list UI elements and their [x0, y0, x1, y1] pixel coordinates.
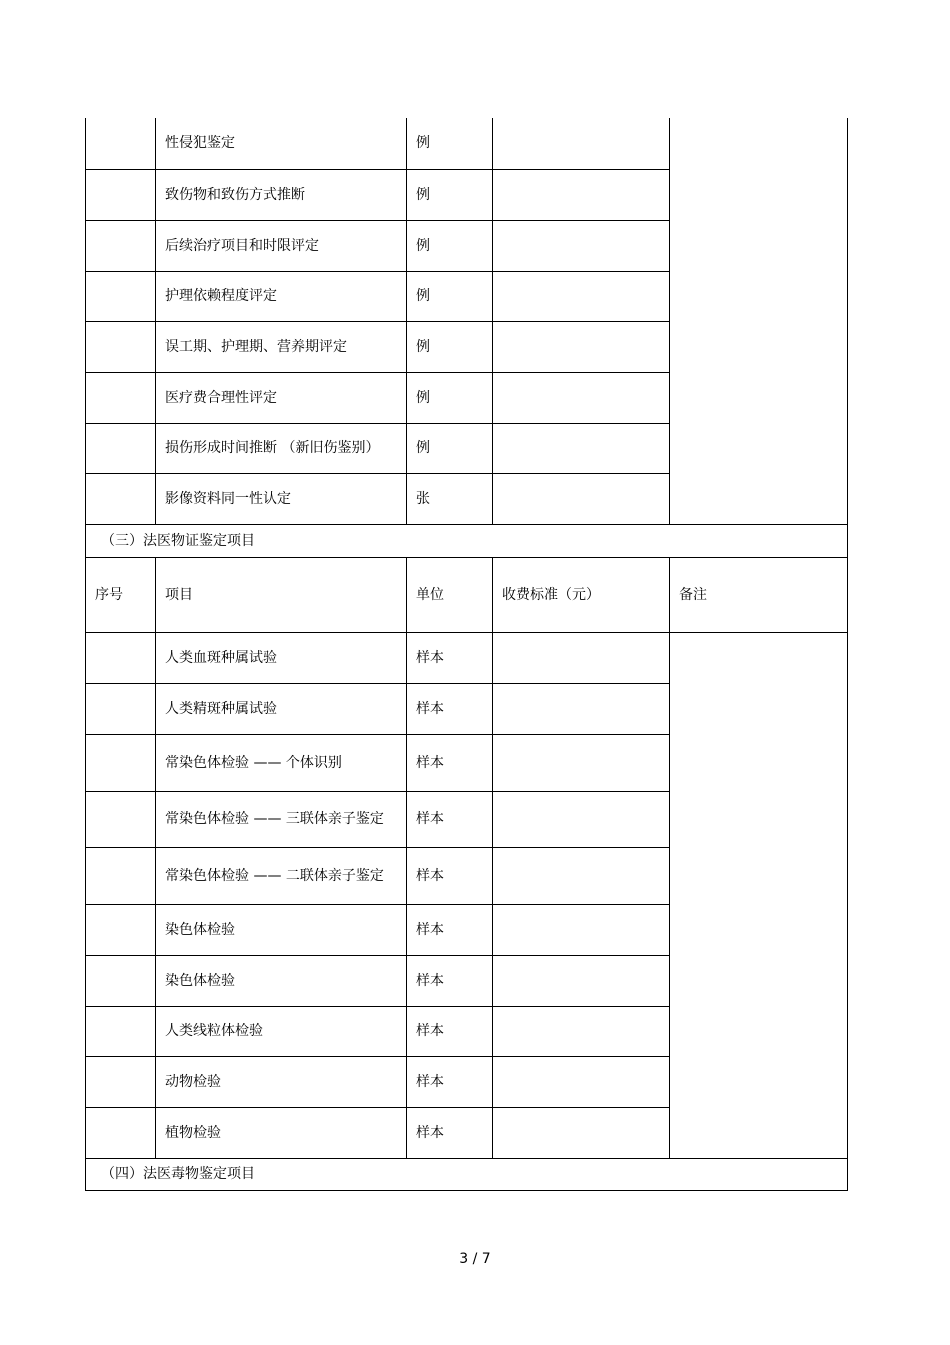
item-cell: 人类线粒体检验 — [156, 1006, 407, 1056]
item-cell: 医疗费合理性评定 — [156, 372, 407, 423]
seq-cell — [86, 220, 156, 271]
unit-cell: 例 — [407, 372, 493, 423]
item-cell: 致伤物和致伤方式推断 — [156, 169, 407, 220]
item-cell: 影像资料同一性认定 — [156, 473, 407, 524]
fee-cell — [493, 473, 670, 524]
page-number: 3 / 7 — [459, 1251, 491, 1267]
unit-cell: 例 — [407, 220, 493, 271]
unit-cell: 样本 — [407, 1006, 493, 1056]
unit-cell: 例 — [407, 169, 493, 220]
unit-cell: 样本 — [407, 632, 493, 683]
section-title: （四）法医毒物鉴定项目 — [86, 1158, 848, 1190]
seq-cell — [86, 955, 156, 1006]
unit-cell: 样本 — [407, 1107, 493, 1158]
seq-cell — [86, 734, 156, 791]
unit-cell: 样本 — [407, 734, 493, 791]
fee-cell — [493, 118, 670, 169]
header-unit: 单位 — [407, 557, 493, 632]
section-title: （三）法医物证鉴定项目 — [86, 524, 848, 557]
item-cell: 损伤形成时间推断 （新旧伤鉴别） — [156, 423, 407, 473]
table-row — [86, 118, 848, 169]
seq-cell — [86, 1056, 156, 1107]
seq-cell — [86, 423, 156, 473]
unit-cell: 例 — [407, 118, 493, 169]
seq-cell — [86, 321, 156, 372]
unit-cell: 样本 — [407, 955, 493, 1006]
unit-cell: 例 — [407, 423, 493, 473]
section-title-row — [86, 1158, 848, 1190]
item-cell: 常染色体检验 —— 二联体亲子鉴定 — [156, 847, 407, 904]
fee-cell — [493, 321, 670, 372]
fee-table — [85, 118, 848, 1191]
unit-cell: 样本 — [407, 1056, 493, 1107]
fee-cell — [493, 734, 670, 791]
fee-cell — [493, 847, 670, 904]
item-cell: 染色体检验 — [156, 904, 407, 955]
fee-cell — [493, 372, 670, 423]
fee-cell — [493, 683, 670, 734]
unit-cell: 样本 — [407, 791, 493, 847]
header-note: 备注 — [670, 557, 848, 632]
fee-cell — [493, 1056, 670, 1107]
item-cell: 人类精斑种属试验 — [156, 683, 407, 734]
unit-cell: 例 — [407, 321, 493, 372]
unit-cell: 样本 — [407, 904, 493, 955]
fee-cell — [493, 271, 670, 321]
seq-cell — [86, 473, 156, 524]
seq-cell — [86, 118, 156, 169]
item-cell: 常染色体检验 —— 三联体亲子鉴定 — [156, 791, 407, 847]
fee-cell — [493, 904, 670, 955]
item-cell: 性侵犯鉴定 — [156, 118, 407, 169]
seq-cell — [86, 1006, 156, 1056]
item-cell: 人类血斑种属试验 — [156, 632, 407, 683]
unit-cell: 例 — [407, 271, 493, 321]
note-cell — [670, 632, 848, 1158]
fee-cell — [493, 423, 670, 473]
seq-cell — [86, 904, 156, 955]
header-row — [86, 557, 848, 632]
seq-cell — [86, 791, 156, 847]
seq-cell — [86, 169, 156, 220]
item-cell: 后续治疗项目和时限评定 — [156, 220, 407, 271]
seq-cell — [86, 632, 156, 683]
unit-cell: 样本 — [407, 847, 493, 904]
header-fee: 收费标准（元） — [493, 557, 670, 632]
fee-cell — [493, 1107, 670, 1158]
fee-cell — [493, 169, 670, 220]
fee-cell — [493, 220, 670, 271]
item-cell: 植物检验 — [156, 1107, 407, 1158]
table-row — [86, 632, 848, 683]
item-cell: 动物检验 — [156, 1056, 407, 1107]
unit-cell: 样本 — [407, 683, 493, 734]
seq-cell — [86, 271, 156, 321]
fee-cell — [493, 1006, 670, 1056]
fee-cell — [493, 791, 670, 847]
seq-cell — [86, 372, 156, 423]
header-item: 项目 — [156, 557, 407, 632]
seq-cell — [86, 1107, 156, 1158]
fee-cell — [493, 632, 670, 683]
item-cell: 染色体检验 — [156, 955, 407, 1006]
unit-cell: 张 — [407, 473, 493, 524]
seq-cell — [86, 683, 156, 734]
item-cell: 常染色体检验 —— 个体识别 — [156, 734, 407, 791]
note-cell — [670, 118, 848, 524]
item-cell: 护理依赖程度评定 — [156, 271, 407, 321]
header-seq: 序号 — [86, 557, 156, 632]
fee-cell — [493, 955, 670, 1006]
item-cell: 误工期、护理期、营养期评定 — [156, 321, 407, 372]
section-title-row — [86, 524, 848, 557]
seq-cell — [86, 847, 156, 904]
